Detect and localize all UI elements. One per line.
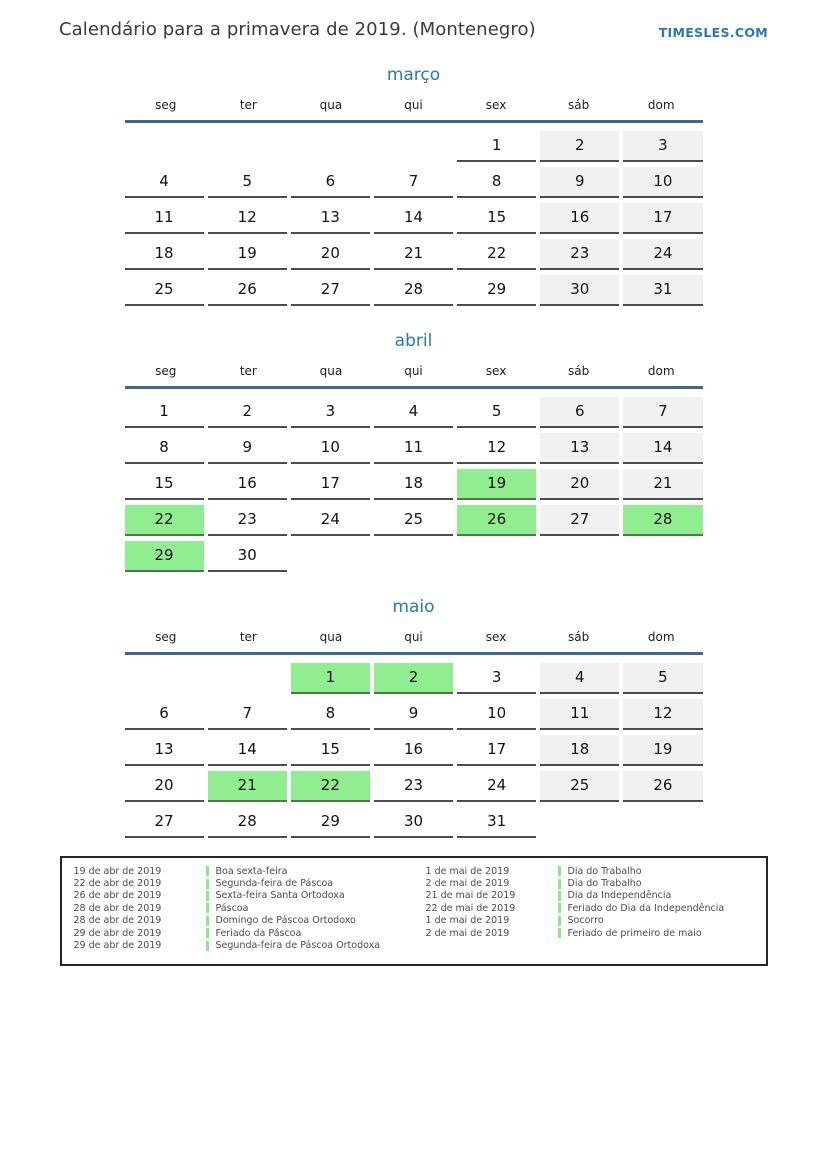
month-title: março [386, 65, 441, 85]
legend-date: 28 de abr de 2019 [73, 902, 162, 914]
day-cell: 24 [623, 239, 702, 270]
weekday-rule [125, 120, 703, 123]
legend-col-right [414, 865, 766, 939]
empty-cell [125, 663, 204, 692]
weekday-row [125, 364, 703, 386]
day-cell: 5 [208, 167, 287, 198]
weekday-label: sáb [568, 364, 590, 378]
day-cell: 12 [208, 203, 287, 234]
weekday-rule [125, 652, 703, 655]
weekday-rule [125, 386, 703, 389]
day-cell: 1 [125, 397, 204, 428]
day-cell: 1 [291, 663, 370, 694]
day-cell: 8 [291, 699, 370, 730]
day-cell: 3 [457, 663, 536, 694]
day-cell: 2 [208, 397, 287, 428]
day-cell: 16 [208, 469, 287, 500]
day-cell: 11 [374, 433, 453, 464]
day-cell: 18 [374, 469, 453, 500]
day-cell: 17 [457, 735, 536, 766]
weekday-row [125, 98, 703, 120]
day-cell: 30 [208, 541, 287, 572]
legend-holiday-name: Segunda-feira de Páscoa [215, 878, 334, 890]
legend-item [62, 865, 414, 877]
day-cell: 28 [623, 505, 702, 536]
day-cell: 23 [208, 505, 287, 536]
legend-item [414, 915, 766, 927]
legend-date: 1 de mai de 2019 [425, 865, 510, 877]
legend-item [414, 902, 766, 914]
day-cell: 5 [623, 663, 702, 694]
day-cell: 26 [623, 771, 702, 802]
holiday-marker-icon [558, 928, 561, 938]
weekday-row [125, 630, 703, 652]
day-cell: 24 [291, 505, 370, 536]
day-cell: 21 [374, 239, 453, 270]
legend-item [414, 865, 766, 877]
legend-date: 21 de mai de 2019 [425, 890, 516, 902]
legend-col-left [62, 865, 414, 952]
month-section-march [125, 65, 703, 306]
holiday-marker-icon [206, 866, 209, 876]
day-cell: 22 [125, 505, 204, 536]
month-grid [125, 131, 703, 306]
legend-holiday-name: Dia do Trabalho [567, 865, 642, 877]
legend-holiday-name: Dia do Trabalho [567, 878, 642, 890]
holiday-marker-icon [206, 903, 209, 913]
day-cell: 27 [540, 505, 619, 536]
empty-cell [457, 541, 536, 570]
legend-item [62, 877, 414, 889]
weekday-label: qui [404, 98, 423, 112]
weekday-label: ter [239, 364, 257, 378]
holiday-marker-icon [558, 891, 561, 901]
day-cell: 4 [125, 167, 204, 198]
day-cell: 19 [623, 735, 702, 766]
weekday-label: dom [647, 364, 675, 378]
holiday-marker-icon [206, 916, 209, 926]
weekday-label: dom [647, 630, 675, 644]
day-cell: 8 [457, 167, 536, 198]
day-cell: 25 [540, 771, 619, 802]
day-cell: 6 [291, 167, 370, 198]
legend-item [414, 877, 766, 889]
page-title: Calendário para a primavera de 2019. (Montenegro) [59, 19, 536, 40]
day-cell: 21 [623, 469, 702, 500]
empty-cell [291, 541, 370, 570]
legend-holiday-name: Segunda-feira de Páscoa Ortodoxa [215, 940, 381, 952]
legend-date: 19 de abr de 2019 [73, 865, 162, 877]
legend-date: 22 de mai de 2019 [425, 902, 516, 914]
day-cell: 30 [374, 807, 453, 838]
legend-date: 2 de mai de 2019 [425, 927, 510, 939]
empty-cell [125, 131, 204, 160]
legend-holiday-name: Socorro [567, 915, 604, 927]
day-cell: 8 [125, 433, 204, 464]
weekday-label: sáb [568, 630, 590, 644]
day-cell: 26 [208, 275, 287, 306]
day-cell: 22 [291, 771, 370, 802]
day-cell: 16 [374, 735, 453, 766]
day-cell: 12 [457, 433, 536, 464]
legend-holiday-name: Domingo de Páscoa Ortodoxo [215, 915, 356, 927]
legend-columns [62, 865, 766, 952]
legend-date: 22 de abr de 2019 [73, 878, 162, 890]
day-cell: 20 [540, 469, 619, 500]
day-cell: 27 [291, 275, 370, 306]
empty-cell [623, 541, 702, 570]
month-grid [125, 663, 703, 838]
month-title: maio [392, 597, 435, 617]
day-cell: 5 [457, 397, 536, 428]
day-cell: 14 [208, 735, 287, 766]
day-cell: 23 [374, 771, 453, 802]
holiday-marker-icon [206, 891, 209, 901]
day-cell: 10 [623, 167, 702, 198]
empty-cell [540, 807, 619, 836]
legend-item [62, 890, 414, 902]
day-cell: 18 [125, 239, 204, 270]
day-cell: 15 [291, 735, 370, 766]
day-cell: 29 [457, 275, 536, 306]
weekday-label: dom [647, 98, 675, 112]
day-cell: 14 [623, 433, 702, 464]
day-cell: 14 [374, 203, 453, 234]
day-cell: 9 [208, 433, 287, 464]
legend-item [414, 890, 766, 902]
empty-cell [208, 663, 287, 692]
day-cell: 13 [125, 735, 204, 766]
legend-holiday-name: Sexta-feira Santa Ortodoxa [215, 890, 345, 902]
weekday-label: seg [155, 630, 177, 644]
day-cell: 13 [540, 433, 619, 464]
day-cell: 7 [623, 397, 702, 428]
legend-holiday-name: Feriado do Dia da Independência [567, 902, 725, 914]
day-cell: 28 [374, 275, 453, 306]
day-cell: 9 [374, 699, 453, 730]
weekday-label: qui [404, 630, 423, 644]
empty-cell [374, 131, 453, 160]
weekday-label: seg [155, 98, 177, 112]
day-cell: 28 [208, 807, 287, 838]
legend-holiday-name: Dia da Independência [567, 890, 672, 902]
legend-holiday-name: Feriado de primeiro de maio [567, 927, 702, 939]
day-cell: 23 [540, 239, 619, 270]
weekday-label: seg [155, 364, 177, 378]
holiday-marker-icon [206, 941, 209, 951]
weekday-label: sex [485, 98, 507, 112]
page-header [0, 0, 827, 40]
legend-holiday-name: Páscoa [215, 902, 249, 914]
day-cell: 22 [457, 239, 536, 270]
day-cell: 6 [540, 397, 619, 428]
month-section-may [125, 597, 703, 838]
day-cell: 20 [291, 239, 370, 270]
day-cell: 2 [374, 663, 453, 694]
legend-item [62, 927, 414, 939]
weekday-label: ter [239, 630, 257, 644]
legend-item [62, 939, 414, 951]
holiday-legend [60, 856, 768, 966]
brand-link[interactable]: TIMESLES.COM [658, 25, 768, 40]
legend-date: 29 de abr de 2019 [73, 927, 162, 939]
legend-date: 29 de abr de 2019 [73, 940, 162, 952]
day-cell: 10 [457, 699, 536, 730]
day-cell: 15 [125, 469, 204, 500]
weekday-label: qui [404, 364, 423, 378]
weekday-label: sáb [568, 98, 590, 112]
day-cell: 25 [374, 505, 453, 536]
day-cell: 24 [457, 771, 536, 802]
day-cell: 31 [457, 807, 536, 838]
weekday-label: qua [319, 98, 343, 112]
holiday-marker-icon [206, 879, 209, 889]
empty-cell [374, 541, 453, 570]
day-cell: 12 [623, 699, 702, 730]
day-cell: 27 [125, 807, 204, 838]
day-cell: 4 [540, 663, 619, 694]
legend-holiday-name: Boa sexta-feira [215, 865, 288, 877]
day-cell: 7 [208, 699, 287, 730]
weekday-label: ter [239, 98, 257, 112]
legend-date: 1 de mai de 2019 [425, 915, 510, 927]
day-cell: 30 [540, 275, 619, 306]
empty-cell [291, 131, 370, 160]
day-cell: 16 [540, 203, 619, 234]
day-cell: 17 [291, 469, 370, 500]
day-cell: 11 [540, 699, 619, 730]
empty-cell [208, 131, 287, 160]
legend-item [62, 915, 414, 927]
weekday-label: sex [485, 364, 507, 378]
day-cell: 4 [374, 397, 453, 428]
holiday-marker-icon [558, 879, 561, 889]
day-cell: 26 [457, 505, 536, 536]
day-cell: 9 [540, 167, 619, 198]
empty-cell [540, 541, 619, 570]
holiday-marker-icon [558, 916, 561, 926]
empty-cell [623, 807, 702, 836]
month-title: abril [394, 331, 433, 351]
legend-date: 28 de abr de 2019 [73, 915, 162, 927]
day-cell: 7 [374, 167, 453, 198]
legend-date: 2 de mai de 2019 [425, 878, 510, 890]
day-cell: 21 [208, 771, 287, 802]
day-cell: 3 [291, 397, 370, 428]
day-cell: 19 [457, 469, 536, 500]
holiday-marker-icon [558, 866, 561, 876]
day-cell: 20 [125, 771, 204, 802]
legend-holiday-name: Feriado da Páscoa [215, 927, 302, 939]
day-cell: 29 [125, 541, 204, 572]
day-cell: 15 [457, 203, 536, 234]
day-cell: 29 [291, 807, 370, 838]
day-cell: 11 [125, 203, 204, 234]
day-cell: 10 [291, 433, 370, 464]
day-cell: 25 [125, 275, 204, 306]
day-cell: 18 [540, 735, 619, 766]
month-section-april [125, 331, 703, 572]
weekday-label: qua [319, 364, 343, 378]
legend-item [414, 927, 766, 939]
month-grid [125, 397, 703, 572]
day-cell: 2 [540, 131, 619, 162]
day-cell: 19 [208, 239, 287, 270]
holiday-marker-icon [558, 903, 561, 913]
holiday-marker-icon [206, 928, 209, 938]
legend-date: 26 de abr de 2019 [73, 890, 162, 902]
day-cell: 6 [125, 699, 204, 730]
day-cell: 31 [623, 275, 702, 306]
weekday-label: sex [485, 630, 507, 644]
legend-item [62, 902, 414, 914]
day-cell: 17 [623, 203, 702, 234]
day-cell: 13 [291, 203, 370, 234]
day-cell: 3 [623, 131, 702, 162]
weekday-label: qua [319, 630, 343, 644]
day-cell: 1 [457, 131, 536, 162]
